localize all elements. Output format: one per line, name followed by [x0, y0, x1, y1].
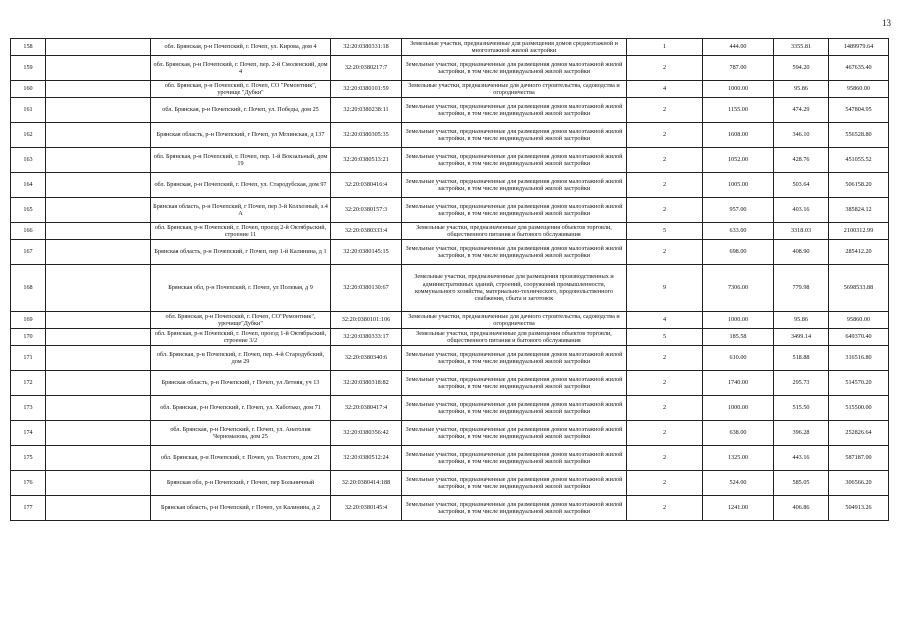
page-number: 13	[882, 18, 891, 28]
cell-empty	[46, 446, 151, 471]
cell-rate: 503.64	[774, 173, 829, 198]
cell-address: Брянская обл, р-н Почепский, г. Почеп, ул Полевая, д 9	[151, 265, 331, 312]
cell-rate: 396.28	[774, 421, 829, 446]
cell-cadastral-number: 32:20:0380217:7	[331, 56, 402, 81]
cell-group: 2	[627, 173, 703, 198]
cell-empty	[46, 421, 151, 446]
cell-number: 163	[11, 148, 46, 173]
cell-area: 1052.00	[703, 148, 774, 173]
cell-cadastral-number: 32:20:0380416:4	[331, 173, 402, 198]
cell-address: обл. Брянская, р-н Почепский, г. Почеп, пер. 4-й Стародубский, дом 29	[151, 346, 331, 371]
cell-address: обл. Брянская, р-н Почепский, г. Почеп, пер. 2-й Смоленский, дом 4	[151, 56, 331, 81]
cell-cadastral-value: 285412.20	[829, 240, 889, 265]
cell-area: 610.00	[703, 346, 774, 371]
cell-empty	[46, 39, 151, 56]
cell-cadastral-value: 306566.20	[829, 471, 889, 496]
cell-cadastral-number: 32:20:0380333:4	[331, 223, 402, 240]
cell-area: 787.00	[703, 56, 774, 81]
cell-land-purpose: Земельные участки, предназначенные для дачного строительства, садоводства и огородничества	[402, 312, 627, 329]
cell-empty	[46, 98, 151, 123]
cell-rate: 518.88	[774, 346, 829, 371]
cell-cadastral-number: 32:20:0380513:21	[331, 148, 402, 173]
cell-rate: 295.73	[774, 371, 829, 396]
cell-area: 1740.00	[703, 371, 774, 396]
cell-empty	[46, 329, 151, 346]
cell-number: 159	[11, 56, 46, 81]
cell-group: 1	[627, 39, 703, 56]
cell-number: 162	[11, 123, 46, 148]
cell-rate: 515.50	[774, 396, 829, 421]
cell-number: 174	[11, 421, 46, 446]
cell-cadastral-value: 556528.80	[829, 123, 889, 148]
cell-rate: 428.76	[774, 148, 829, 173]
cell-group: 9	[627, 265, 703, 312]
table-row	[11, 471, 889, 496]
cell-land-purpose: Земельные участки, предназначенные для размещения домов малоэтажной жилой застройки, в том числе индивидуальной жилой застройки	[402, 371, 627, 396]
cell-cadastral-value: 95860.00	[829, 81, 889, 98]
cell-cadastral-value: 1489979.64	[829, 39, 889, 56]
cell-group: 2	[627, 240, 703, 265]
cell-address: Брянская обл, р-н Почепский, г Почеп, пер Больничный	[151, 471, 331, 496]
cell-number: 169	[11, 312, 46, 329]
cell-cadastral-number: 32:20:0380145:4	[331, 496, 402, 521]
cell-area: 444.00	[703, 39, 774, 56]
table-row	[11, 240, 889, 265]
cell-number: 173	[11, 396, 46, 421]
cell-rate: 95.86	[774, 81, 829, 98]
cell-land-purpose: Земельные участки, предназначенные для размещения домов малоэтажной жилой застройки, в том числе индивидуальной жилой застройки	[402, 421, 627, 446]
cell-land-purpose: Земельные участки, предназначенные для размещения домов малоэтажной жилой застройки, в том числе индивидуальной жилой застройки	[402, 396, 627, 421]
cell-rate: 346.10	[774, 123, 829, 148]
cell-area: 638.00	[703, 421, 774, 446]
cell-cadastral-value: 506158.20	[829, 173, 889, 198]
cell-empty	[46, 346, 151, 371]
cell-cadastral-number: 32:20:0380101:59	[331, 81, 402, 98]
cell-land-purpose: Земельные участки, предназначенные для размещения домов малоэтажной жилой застройки, в том числе индивидуальной жилой застройки	[402, 56, 627, 81]
table-row	[11, 371, 889, 396]
cell-group: 2	[627, 371, 703, 396]
cell-number: 175	[11, 446, 46, 471]
cell-area: 957.00	[703, 198, 774, 223]
table-row	[11, 265, 889, 312]
cell-address: Брянская область, р-н Почепский, г Почеп, пер 1-й Калинина, д 1	[151, 240, 331, 265]
cell-number: 172	[11, 371, 46, 396]
table-row	[11, 329, 889, 346]
cell-land-purpose: Земельные участки, предназначенные для размещения домов малоэтажной жилой застройки, в том числе индивидуальной жилой застройки	[402, 198, 627, 223]
cell-rate: 3318.03	[774, 223, 829, 240]
cell-cadastral-value: 5698533.88	[829, 265, 889, 312]
cell-empty	[46, 173, 151, 198]
cell-land-purpose: Земельные участки, предназначенные для размещения домов среднеэтажной и многоэтажной жилой застройки	[402, 39, 627, 56]
table-row	[11, 396, 889, 421]
cell-area: 524.00	[703, 471, 774, 496]
cell-area: 1000.00	[703, 396, 774, 421]
cell-area: 1241.00	[703, 496, 774, 521]
cell-area: 1005.00	[703, 173, 774, 198]
cell-number: 177	[11, 496, 46, 521]
cell-group: 2	[627, 421, 703, 446]
cell-cadastral-value: 587187.00	[829, 446, 889, 471]
cell-empty	[46, 371, 151, 396]
cell-area: 1325.00	[703, 446, 774, 471]
cell-cadastral-value: 385824.12	[829, 198, 889, 223]
cell-cadastral-value: 252826.64	[829, 421, 889, 446]
cell-cadastral-number: 32:20:0380340:6	[331, 346, 402, 371]
table-row	[11, 223, 889, 240]
cell-number: 176	[11, 471, 46, 496]
cell-empty	[46, 148, 151, 173]
cell-land-purpose: Земельные участки, предназначенные для размещения домов малоэтажной жилой застройки, в том числе индивидуальной жилой застройки	[402, 240, 627, 265]
cell-land-purpose: Земельные участки, предназначенные для размещения домов малоэтажной жилой застройки, в том числе индивидуальной жилой застройки	[402, 446, 627, 471]
cell-address: обл. Брянская, р-н Почепский, г. Почеп, пер. 1-й Вокзальный, дом 19	[151, 148, 331, 173]
cell-land-purpose: Земельные участки, предназначенные для размещения домов малоэтажной жилой застройки, в том числе индивидуальной жилой застройки	[402, 123, 627, 148]
cell-number: 165	[11, 198, 46, 223]
cell-number: 164	[11, 173, 46, 198]
cell-land-purpose: Земельные участки, предназначенные для размещения домов малоэтажной жилой застройки, в том числе индивидуальной жилой застройки	[402, 496, 627, 521]
cell-area: 185.58	[703, 329, 774, 346]
cell-address: Брянская область, р-н Почепский, г Почеп, ул Калинина, д 2	[151, 496, 331, 521]
cell-area: 1000.00	[703, 312, 774, 329]
table-row	[11, 346, 889, 371]
cell-address: обл. Брянская, р-н Почепский, г. Почеп, СО"Ремонтник", урочище"Дубки"	[151, 312, 331, 329]
cell-area: 1000.00	[703, 81, 774, 98]
cell-group: 2	[627, 446, 703, 471]
cell-address: Брянская область, р-н Почепский, г Почеп, ул Летняя, уч 13	[151, 371, 331, 396]
cell-group: 2	[627, 56, 703, 81]
cell-cadastral-number: 32:20:0380238:11	[331, 98, 402, 123]
cell-cadastral-value: 2100312.99	[829, 223, 889, 240]
cell-address: Брянская область, р-н Почепский, г Почеп, ул Мглинская, д 137	[151, 123, 331, 148]
cell-rate: 403.16	[774, 198, 829, 223]
cell-group: 2	[627, 396, 703, 421]
cell-number: 158	[11, 39, 46, 56]
cell-group: 2	[627, 471, 703, 496]
cell-land-purpose: Земельные участки, предназначенные для дачного строительства, садоводства и огородничества	[402, 81, 627, 98]
cell-number: 160	[11, 81, 46, 98]
cell-cadastral-number: 32:20:0380331:18	[331, 39, 402, 56]
cell-group: 2	[627, 148, 703, 173]
cell-area: 7306.00	[703, 265, 774, 312]
cell-rate: 594.20	[774, 56, 829, 81]
cell-cadastral-value: 316516.80	[829, 346, 889, 371]
cell-address: обл. Брянская, р-н Почепский, г. Почеп, ул. Хаботько, дом 71	[151, 396, 331, 421]
cell-address: обл. Брянская, р-н Почепский, г. Почеп, проезд 2-й Октябрьский, строение 11	[151, 223, 331, 240]
cell-empty	[46, 240, 151, 265]
cell-rate: 585.05	[774, 471, 829, 496]
cell-group: 4	[627, 81, 703, 98]
cell-cadastral-value: 547804.95	[829, 98, 889, 123]
cell-cadastral-number: 32:20:0380157:3	[331, 198, 402, 223]
cell-land-purpose: Земельные участки, предназначенные для размещения домов малоэтажной жилой застройки, в том числе индивидуальной жилой застройки	[402, 471, 627, 496]
cell-address: обл. Брянская, р-н Почепский, г. Почеп, ул. Толстого, дом 21	[151, 446, 331, 471]
cell-group: 2	[627, 198, 703, 223]
cell-cadastral-value: 467635.40	[829, 56, 889, 81]
cell-group: 2	[627, 98, 703, 123]
cell-cadastral-number: 32:20:0380333:17	[331, 329, 402, 346]
cell-empty	[46, 471, 151, 496]
cell-cadastral-value: 515500.00	[829, 396, 889, 421]
cell-cadastral-value: 649370.40	[829, 329, 889, 346]
cell-cadastral-number: 32:20:0380145:15	[331, 240, 402, 265]
cell-empty	[46, 81, 151, 98]
cell-area: 698.00	[703, 240, 774, 265]
cell-group: 2	[627, 496, 703, 521]
cell-number: 167	[11, 240, 46, 265]
cell-land-purpose: Земельные участки, предназначенные для размещения производственных и административных зданий, строений, сооружений промышленности, коммунального хозяйства, материально-технического, продовольственного снабжения, сбыта и заготовок	[402, 265, 627, 312]
cell-rate: 3499.14	[774, 329, 829, 346]
cell-land-purpose: Земельные участки, предназначенные для размещения домов малоэтажной жилой застройки, в том числе индивидуальной жилой застройки	[402, 173, 627, 198]
table-row	[11, 198, 889, 223]
cell-cadastral-value: 451055.52	[829, 148, 889, 173]
cell-group: 5	[627, 223, 703, 240]
cell-cadastral-number: 32:20:0380101:106	[331, 312, 402, 329]
table-row	[11, 421, 889, 446]
table-body	[11, 39, 889, 521]
cell-cadastral-number: 32:20:0380305:35	[331, 123, 402, 148]
cell-area: 633.00	[703, 223, 774, 240]
cell-address: обл. Брянская, р-н Почепский, г. Почеп, ул. Кирова, дом 4	[151, 39, 331, 56]
cell-cadastral-number: 32:20:0380512:24	[331, 446, 402, 471]
cell-empty	[46, 265, 151, 312]
cell-cadastral-number: 32:20:0380356:42	[331, 421, 402, 446]
table-row	[11, 123, 889, 148]
cell-area: 1608.00	[703, 123, 774, 148]
table-row	[11, 148, 889, 173]
cell-cadastral-value: 514570.20	[829, 371, 889, 396]
land-registry-table	[10, 38, 889, 521]
cell-number: 161	[11, 98, 46, 123]
cell-empty	[46, 312, 151, 329]
cell-land-purpose: Земельные участки, предназначенные для размещения объектов торговли, общественного питания и бытового обслуживания	[402, 329, 627, 346]
table-row	[11, 81, 889, 98]
cell-empty	[46, 56, 151, 81]
table-row	[11, 39, 889, 56]
cell-address: обл. Брянская, р-н Почепский, г. Почеп, СО "Ремонтник", урочище "Дубки"	[151, 81, 331, 98]
cell-group: 4	[627, 312, 703, 329]
cell-rate: 779.98	[774, 265, 829, 312]
cell-cadastral-number: 32:20:0380130:67	[331, 265, 402, 312]
cell-cadastral-number: 32:20:0380417:4	[331, 396, 402, 421]
cell-empty	[46, 198, 151, 223]
cell-cadastral-value: 504913.26	[829, 496, 889, 521]
cell-number: 171	[11, 346, 46, 371]
table-row	[11, 173, 889, 198]
cell-cadastral-number: 32:20:0380414:188	[331, 471, 402, 496]
cell-rate: 474.29	[774, 98, 829, 123]
cell-cadastral-number: 32:20:0380318:82	[331, 371, 402, 396]
cell-empty	[46, 496, 151, 521]
cell-area: 1155.00	[703, 98, 774, 123]
cell-empty	[46, 396, 151, 421]
cell-group: 5	[627, 329, 703, 346]
table-row	[11, 312, 889, 329]
cell-rate: 3355.81	[774, 39, 829, 56]
cell-rate: 443.16	[774, 446, 829, 471]
table-row	[11, 496, 889, 521]
table-row	[11, 446, 889, 471]
cell-number: 166	[11, 223, 46, 240]
cell-group: 2	[627, 123, 703, 148]
cell-address: обл. Брянская, р-н Почепский, г. Почеп, проезд 1-й Октябрьский, строение 3/2	[151, 329, 331, 346]
cell-group: 2	[627, 346, 703, 371]
cell-address: обл. Брянская, р-н Почепский, г. Почеп, ул. Победы, дом 25	[151, 98, 331, 123]
cell-land-purpose: Земельные участки, предназначенные для размещения домов малоэтажной жилой застройки, в том числе индивидуальной жилой застройки	[402, 346, 627, 371]
cell-land-purpose: Земельные участки, предназначенные для размещения домов малоэтажной жилой застройки, в том числе индивидуальной жилой застройки	[402, 148, 627, 173]
cell-number: 168	[11, 265, 46, 312]
cell-land-purpose: Земельные участки, предназначенные для размещения домов малоэтажной жилой застройки, в том числе индивидуальной жилой застройки	[402, 98, 627, 123]
cell-address: Брянская область, р-н Почепский, г Почеп, пер 3-й Колхозный, з.4 А	[151, 198, 331, 223]
cell-address: обл. Брянская, р-н Почепский, г. Почеп, ул. Стародубская, дом 97	[151, 173, 331, 198]
cell-number: 170	[11, 329, 46, 346]
cell-address: обл. Брянская, р-н Почепский, г. Почеп, ул. Анатолия Черномазова, дом 25	[151, 421, 331, 446]
cell-rate: 95.86	[774, 312, 829, 329]
cell-empty	[46, 123, 151, 148]
cell-empty	[46, 223, 151, 240]
cell-cadastral-value: 95860.00	[829, 312, 889, 329]
cell-rate: 406.86	[774, 496, 829, 521]
table-row	[11, 56, 889, 81]
cell-rate: 408.90	[774, 240, 829, 265]
cell-land-purpose: Земельные участки, предназначенные для размещения объектов торговли, общественного питания и бытового обслуживания	[402, 223, 627, 240]
table-row	[11, 98, 889, 123]
